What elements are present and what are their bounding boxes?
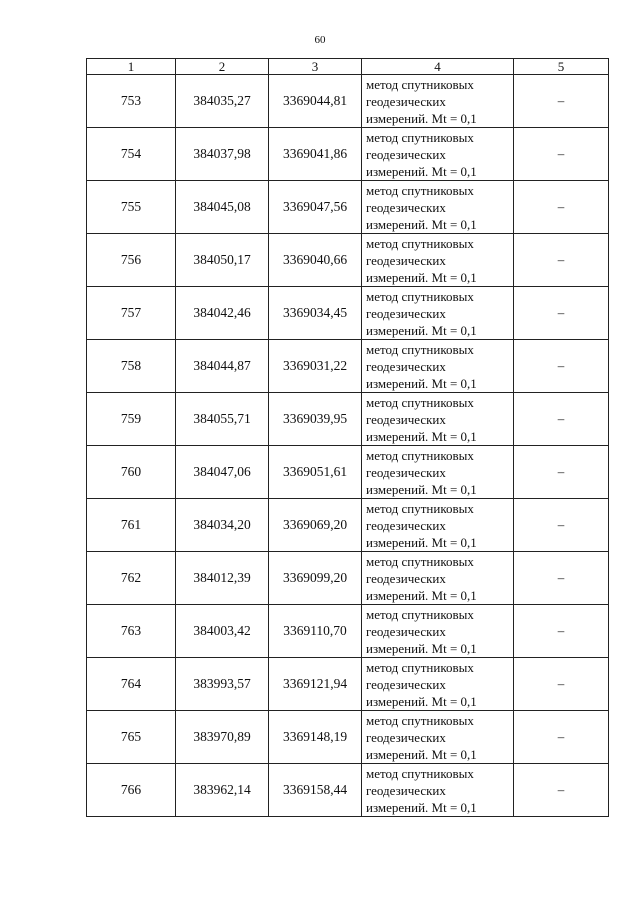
cell-point-number: 753 [87, 75, 176, 128]
method-text-line: геодезических [366, 252, 446, 268]
cell-y-coordinate: 3369041,86 [269, 128, 362, 181]
method-text-line: метод спутниковых [366, 129, 474, 145]
cell-x-coordinate: 383993,57 [176, 658, 269, 711]
method-text-line: метод спутниковых [366, 394, 474, 410]
cell-x-coordinate: 384034,20 [176, 499, 269, 552]
cell-y-coordinate: 3369110,70 [269, 605, 362, 658]
cell-point-number: 764 [87, 658, 176, 711]
cell-method [362, 128, 514, 181]
cell-x-coordinate: 384055,71 [176, 393, 269, 446]
method-text-line: геодезических [366, 305, 446, 321]
cell-y-coordinate: 3369040,66 [269, 234, 362, 287]
method-text-line: метод спутниковых [366, 235, 474, 251]
cell-note [514, 75, 609, 128]
method-text-line: метод спутниковых [366, 182, 474, 198]
method-text-line: измерений. Mt = 0,1 [366, 216, 477, 232]
method-text-line: измерений. Mt = 0,1 [366, 693, 477, 709]
cell-y-coordinate: 3369031,22 [269, 340, 362, 393]
cell-x-coordinate: 384012,39 [176, 552, 269, 605]
cell-note [514, 605, 609, 658]
method-text-line: геодезических [366, 676, 446, 692]
method-text-line: метод спутниковых [366, 659, 474, 675]
method-text-line: геодезических [366, 93, 446, 109]
cell-point-number: 765 [87, 711, 176, 764]
note-dash: – [557, 464, 565, 479]
cell-point-number: 755 [87, 181, 176, 234]
cell-method [362, 711, 514, 764]
coordinates-table [86, 58, 609, 817]
note-dash: – [557, 305, 565, 320]
cell-method [362, 287, 514, 340]
column-header-y-coordinate: 3 [269, 59, 362, 75]
cell-point-number: 756 [87, 234, 176, 287]
cell-x-coordinate: 384044,87 [176, 340, 269, 393]
table-row [87, 181, 609, 234]
method-text-line: метод спутниковых [366, 447, 474, 463]
note-dash: – [557, 517, 565, 532]
note-dash: – [557, 729, 565, 744]
cell-note [514, 181, 609, 234]
cell-note [514, 234, 609, 287]
method-text-line: измерений. Mt = 0,1 [366, 640, 477, 656]
table-row [87, 764, 609, 817]
cell-x-coordinate: 383962,14 [176, 764, 269, 817]
cell-y-coordinate: 3369044,81 [269, 75, 362, 128]
cell-point-number: 760 [87, 446, 176, 499]
cell-note [514, 499, 609, 552]
cell-y-coordinate: 3369051,61 [269, 446, 362, 499]
note-dash: – [557, 252, 565, 267]
cell-note [514, 658, 609, 711]
method-text-line: геодезических [366, 782, 446, 798]
method-text-line: метод спутниковых [366, 765, 474, 781]
cell-note [514, 287, 609, 340]
cell-note [514, 711, 609, 764]
table-row [87, 340, 609, 393]
cell-point-number: 766 [87, 764, 176, 817]
note-dash: – [557, 623, 565, 638]
column-header-point-number: 1 [87, 59, 176, 75]
column-header-note: 5 [514, 59, 609, 75]
table-row [87, 552, 609, 605]
cell-point-number: 763 [87, 605, 176, 658]
method-text-line: измерений. Mt = 0,1 [366, 110, 477, 126]
cell-y-coordinate: 3369034,45 [269, 287, 362, 340]
cell-x-coordinate: 384045,08 [176, 181, 269, 234]
cell-y-coordinate: 3369099,20 [269, 552, 362, 605]
cell-method [362, 658, 514, 711]
method-text-line: метод спутниковых [366, 553, 474, 569]
note-dash: – [557, 93, 565, 108]
table-row [87, 128, 609, 181]
cell-point-number: 759 [87, 393, 176, 446]
cell-method [362, 605, 514, 658]
cell-y-coordinate: 3369148,19 [269, 711, 362, 764]
note-dash: – [557, 199, 565, 214]
note-dash: – [557, 358, 565, 373]
method-text-line: измерений. Mt = 0,1 [366, 375, 477, 391]
table-row [87, 499, 609, 552]
note-dash: – [557, 146, 565, 161]
table-row [87, 393, 609, 446]
page-number: 60 [314, 34, 326, 46]
method-text-line: геодезических [366, 729, 446, 745]
cell-method [362, 234, 514, 287]
note-dash: – [557, 570, 565, 585]
method-text-line: геодезических [366, 623, 446, 639]
cell-x-coordinate: 384047,06 [176, 446, 269, 499]
table-row [87, 234, 609, 287]
note-dash: – [557, 676, 565, 691]
cell-method [362, 552, 514, 605]
cell-method [362, 499, 514, 552]
cell-method [362, 340, 514, 393]
method-text-line: метод спутниковых [366, 712, 474, 728]
cell-x-coordinate: 384042,46 [176, 287, 269, 340]
column-header-x-coordinate: 2 [176, 59, 269, 75]
cell-method [362, 393, 514, 446]
cell-method [362, 446, 514, 499]
method-text-line: геодезических [366, 411, 446, 427]
method-text-line: измерений. Mt = 0,1 [366, 587, 477, 603]
method-text-line: метод спутниковых [366, 341, 474, 357]
method-text-line: геодезических [366, 570, 446, 586]
method-text-line: измерений. Mt = 0,1 [366, 481, 477, 497]
cell-method [362, 181, 514, 234]
cell-y-coordinate: 3369158,44 [269, 764, 362, 817]
method-text-line: измерений. Mt = 0,1 [366, 799, 477, 815]
cell-x-coordinate: 384035,27 [176, 75, 269, 128]
column-header-method: 4 [362, 59, 514, 75]
method-text-line: метод спутниковых [366, 288, 474, 304]
table-body [87, 75, 609, 817]
method-text-line: геодезических [366, 517, 446, 533]
cell-x-coordinate: 384050,17 [176, 234, 269, 287]
method-text-line: метод спутниковых [366, 500, 474, 516]
table-row [87, 658, 609, 711]
note-dash: – [557, 782, 565, 797]
method-text-line: геодезических [366, 464, 446, 480]
method-text-line: метод спутниковых [366, 76, 474, 92]
table-row [87, 446, 609, 499]
method-text-line: измерений. Mt = 0,1 [366, 269, 477, 285]
cell-note [514, 340, 609, 393]
method-text-line: геодезических [366, 358, 446, 374]
cell-note [514, 128, 609, 181]
method-text-line: геодезических [366, 199, 446, 215]
cell-y-coordinate: 3369039,95 [269, 393, 362, 446]
cell-note [514, 446, 609, 499]
table-row [87, 605, 609, 658]
table-row [87, 75, 609, 128]
method-text-line: метод спутниковых [366, 606, 474, 622]
cell-point-number: 761 [87, 499, 176, 552]
note-dash: – [557, 411, 565, 426]
table-row [87, 287, 609, 340]
table-header-row [87, 59, 609, 75]
table-row [87, 711, 609, 764]
cell-note [514, 764, 609, 817]
cell-x-coordinate: 384037,98 [176, 128, 269, 181]
method-text-line: измерений. Mt = 0,1 [366, 322, 477, 338]
method-text-line: измерений. Mt = 0,1 [366, 428, 477, 444]
cell-y-coordinate: 3369047,56 [269, 181, 362, 234]
cell-x-coordinate: 383970,89 [176, 711, 269, 764]
cell-y-coordinate: 3369121,94 [269, 658, 362, 711]
method-text-line: измерений. Mt = 0,1 [366, 163, 477, 179]
cell-x-coordinate: 384003,42 [176, 605, 269, 658]
cell-method [362, 764, 514, 817]
cell-note [514, 393, 609, 446]
cell-point-number: 758 [87, 340, 176, 393]
cell-note [514, 552, 609, 605]
method-text-line: измерений. Mt = 0,1 [366, 534, 477, 550]
cell-point-number: 762 [87, 552, 176, 605]
method-text-line: измерений. Mt = 0,1 [366, 746, 477, 762]
cell-y-coordinate: 3369069,20 [269, 499, 362, 552]
cell-point-number: 754 [87, 128, 176, 181]
cell-method [362, 75, 514, 128]
method-text-line: геодезических [366, 146, 446, 162]
cell-point-number: 757 [87, 287, 176, 340]
